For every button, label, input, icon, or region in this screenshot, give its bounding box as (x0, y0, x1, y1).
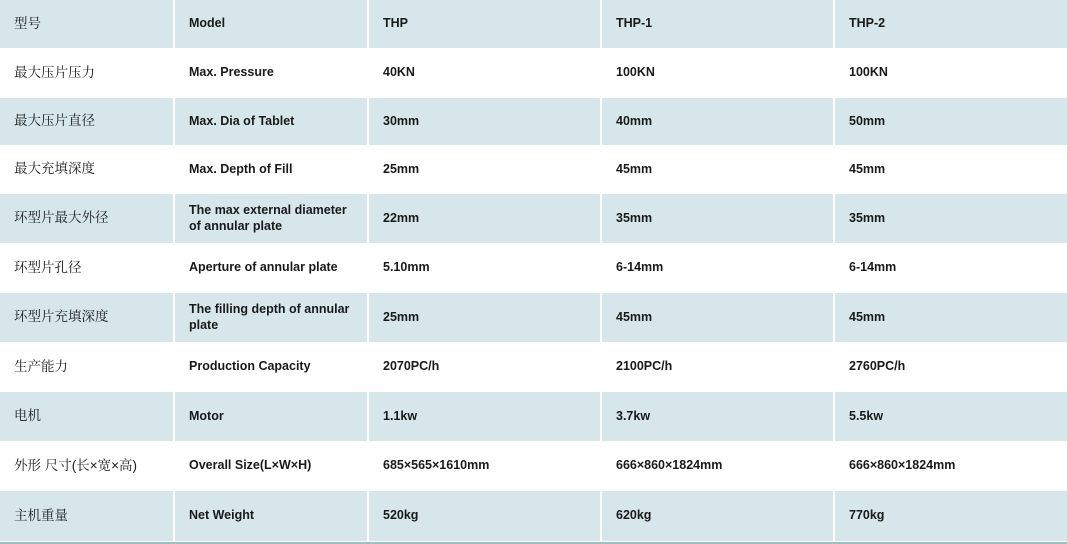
table-row (0, 244, 1067, 293)
row-label-en: Overall Size(L×W×H) (174, 442, 368, 491)
row-label-cn: 外形 尺寸(长×宽×高) (0, 442, 174, 491)
cell-thp-1: 6-14mm (601, 244, 834, 293)
table-row (0, 194, 1067, 244)
cell-thp: 22mm (368, 194, 601, 244)
cell-thp: 2070PC/h (368, 343, 601, 392)
table-row (0, 98, 1067, 146)
cell-thp-1: 40mm (601, 98, 834, 146)
table-row (0, 293, 1067, 343)
row-label-cn: 环型片充填深度 (0, 293, 174, 343)
table-row (0, 442, 1067, 491)
cell-thp-2: THP-2 (834, 0, 1067, 49)
cell-thp: 25mm (368, 146, 601, 194)
row-label-cn: 生产能力 (0, 343, 174, 392)
row-label-en: The max external diameter of annular plate (174, 194, 368, 244)
row-label-cn: 最大压片压力 (0, 49, 174, 98)
cell-thp-2: 666×860×1824mm (834, 442, 1067, 491)
cell-thp-1: 2100PC/h (601, 343, 834, 392)
cell-thp: 685×565×1610mm (368, 442, 601, 491)
table-row (0, 392, 1067, 442)
cell-thp-1: 45mm (601, 146, 834, 194)
row-label-cn: 环型片最大外径 (0, 194, 174, 244)
table-row (0, 343, 1067, 392)
row-label-en: Model (174, 0, 368, 49)
row-label-cn: 环型片孔径 (0, 244, 174, 293)
row-label-en: Net Weight (174, 491, 368, 542)
cell-thp-2: 2760PC/h (834, 343, 1067, 392)
row-label-en: Production Capacity (174, 343, 368, 392)
cell-thp-2: 6-14mm (834, 244, 1067, 293)
cell-thp: 30mm (368, 98, 601, 146)
row-label-cn: 主机重量 (0, 491, 174, 542)
cell-thp-1: 620kg (601, 491, 834, 542)
table-row (0, 49, 1067, 98)
row-label-cn: 最大充填深度 (0, 146, 174, 194)
row-label-cn: 型号 (0, 0, 174, 49)
row-label-en: The filling depth of annular plate (174, 293, 368, 343)
cell-thp-1: 3.7kw (601, 392, 834, 442)
row-label-cn: 电机 (0, 392, 174, 442)
cell-thp-2: 770kg (834, 491, 1067, 542)
cell-thp-1: 666×860×1824mm (601, 442, 834, 491)
cell-thp: 520kg (368, 491, 601, 542)
cell-thp-2: 35mm (834, 194, 1067, 244)
cell-thp: 5.10mm (368, 244, 601, 293)
cell-thp-2: 45mm (834, 293, 1067, 343)
cell-thp-1: THP-1 (601, 0, 834, 49)
cell-thp-2: 100KN (834, 49, 1067, 98)
row-label-cn: 最大压片直径 (0, 98, 174, 146)
cell-thp: 1.1kw (368, 392, 601, 442)
table-row (0, 491, 1067, 542)
cell-thp-1: 35mm (601, 194, 834, 244)
cell-thp-2: 50mm (834, 98, 1067, 146)
table-row (0, 146, 1067, 194)
cell-thp: 40KN (368, 49, 601, 98)
cell-thp-1: 100KN (601, 49, 834, 98)
cell-thp: THP (368, 0, 601, 49)
row-label-en: Motor (174, 392, 368, 442)
row-label-en: Max. Dia of Tablet (174, 98, 368, 146)
cell-thp: 25mm (368, 293, 601, 343)
cell-thp-2: 45mm (834, 146, 1067, 194)
row-label-en: Max. Pressure (174, 49, 368, 98)
cell-thp-2: 5.5kw (834, 392, 1067, 442)
row-label-en: Aperture of annular plate (174, 244, 368, 293)
table-row (0, 0, 1067, 49)
cell-thp-1: 45mm (601, 293, 834, 343)
row-label-en: Max. Depth of Fill (174, 146, 368, 194)
